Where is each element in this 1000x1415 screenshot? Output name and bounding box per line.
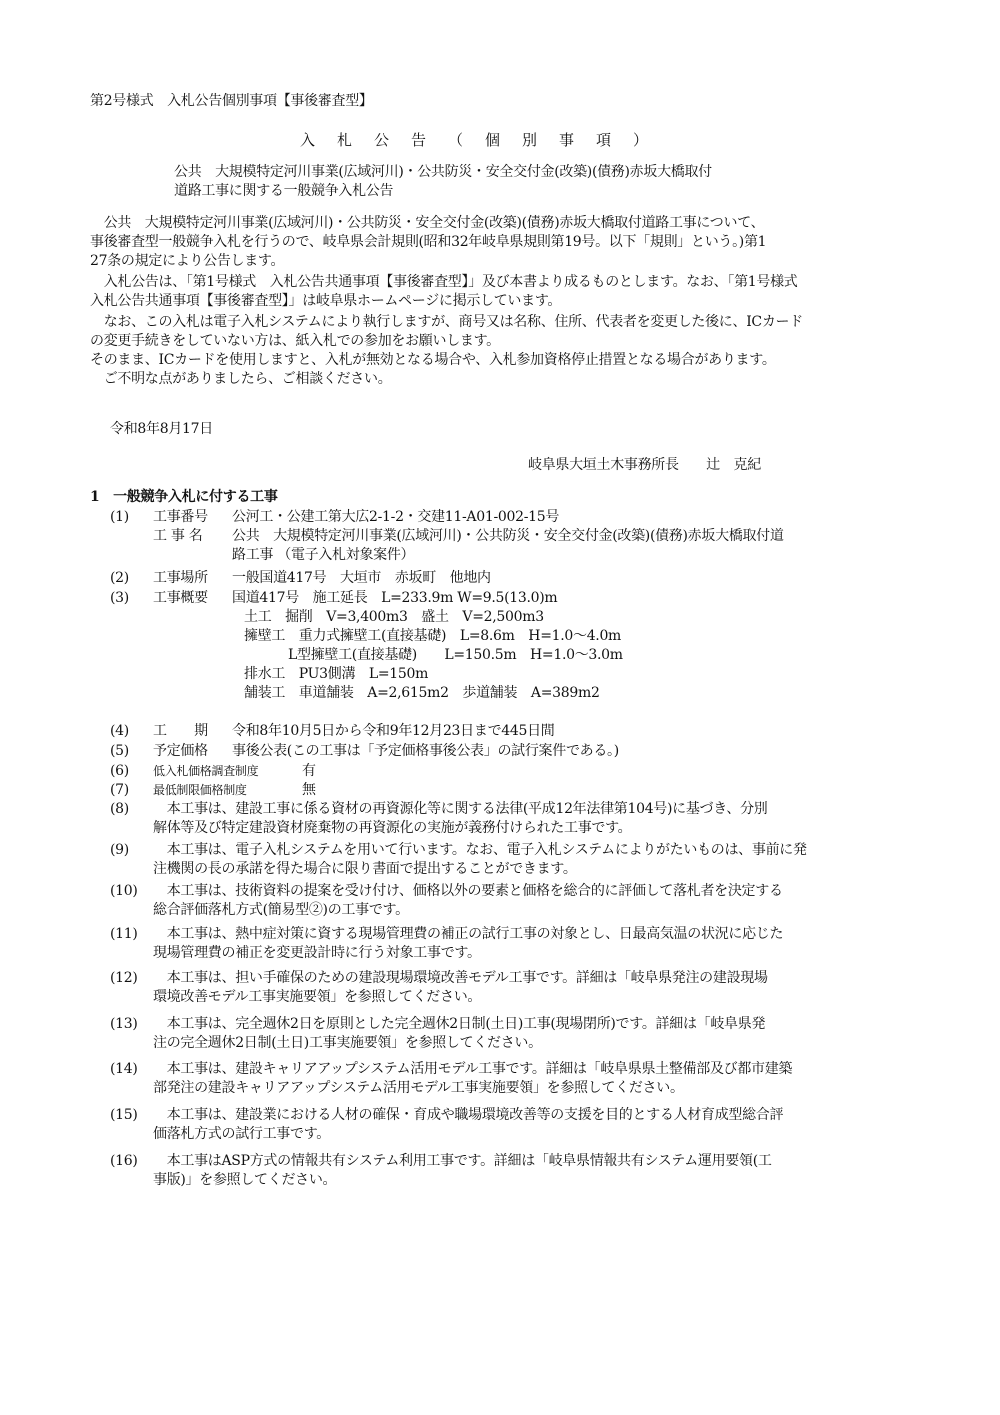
item-number: (8) bbox=[110, 801, 129, 817]
item-value: 公共 大規模特定河川事業(広域河川)・公共防災・安全交付金(改築)(債務)赤坂大橋取付道 bbox=[232, 528, 784, 544]
intro-line: の変更手続きをしていない方は、紙入札での参加をお願いします。 bbox=[90, 333, 500, 349]
item-text: 注機関の長の承諾を得た場合に限り書面で提出することができます。 bbox=[153, 861, 577, 877]
page-title: 入札公告（個別事項） bbox=[300, 131, 671, 149]
intro-line: ご不明な点がありましたら、ご相談ください。 bbox=[90, 371, 392, 387]
intro-line: なお、この入札は電子入札システムにより執行しますが、商号又は名称、住所、代表者を変更した後に、ICカード bbox=[90, 314, 803, 330]
intro-line: 27条の規定により公告します。 bbox=[90, 253, 285, 269]
item-value: L型擁壁工(直接基礎) L=150.5m H=1.0～3.0m bbox=[288, 647, 623, 663]
item-number: (13) bbox=[110, 1016, 138, 1032]
subject-line-1: 公共 大規模特定河川事業(広域河川)・公共防災・安全交付金(改築)(債務)赤坂大橋取付 bbox=[174, 164, 712, 180]
item-label: 工事番号 bbox=[153, 509, 208, 525]
item-value: 排水工 PU3側溝 L=150m bbox=[244, 666, 429, 682]
item-number: (12) bbox=[110, 970, 138, 986]
section-heading: 1 一般競争入札に付する工事 bbox=[90, 489, 278, 505]
form-label: 第2号様式 入札公告個別事項【事後審査型】 bbox=[90, 93, 373, 109]
item-number: (10) bbox=[110, 883, 138, 899]
item-label: 低入札価格調査制度 bbox=[153, 764, 259, 778]
item-label: 最低制限価格制度 bbox=[153, 783, 247, 797]
item-text: 本工事は、建設工事に係る資材の再資源化等に関する法律(平成12年法律第104号)に基づき、分別 bbox=[153, 801, 768, 817]
item-label: 工事場所 bbox=[153, 570, 208, 586]
intro-line: 入札公告は、「第1号様式 入札公告共通事項【事後審査型】」及び本書より成るものとします。なお、「第1号様式 bbox=[90, 274, 798, 290]
item-value: 事後公表(この工事は「予定価格事後公表」の試行案件である。) bbox=[232, 743, 619, 759]
item-text: 本工事は、熱中症対策に資する現場管理費の補正の試行工事の対象とし、日最高気温の状況に応じた bbox=[153, 926, 784, 942]
item-number: (15) bbox=[110, 1107, 138, 1123]
item-value: 一般国道417号 大垣市 赤坂町 他地内 bbox=[232, 570, 491, 586]
item-value: 無 bbox=[302, 782, 316, 798]
item-value: 国道417号 施工延長 L=233.9m W=9.5(13.0)m bbox=[232, 590, 558, 606]
item-text: 本工事はASP方式の情報共有システム利用工事です。詳細は「岐阜県情報共有システム運用要領(工 bbox=[153, 1153, 772, 1169]
item-number: (16) bbox=[110, 1153, 138, 1169]
item-value: 擁壁工 重力式擁壁工(直接基礎) L=8.6m H=1.0～4.0m bbox=[244, 628, 622, 644]
item-value: 舗装工 車道舗装 A=2,615m2 歩道舗装 A=389m2 bbox=[244, 685, 600, 701]
item-value: 公河工・公建工第大広2-1-2・交建11-A01-002-15号 bbox=[232, 509, 560, 525]
intro-line: 事後審査型一般競争入札を行うので、岐阜県会計規則(昭和32年岐阜県規則第19号。以下「規則」という。)第1 bbox=[90, 234, 767, 250]
item-number: (4) bbox=[110, 723, 129, 739]
item-text: 本工事は、完全週休2日を原則とした完全週休2日制(土日)工事(現場閉所)です。詳細は「岐阜県発 bbox=[153, 1016, 766, 1032]
item-number: (5) bbox=[110, 743, 129, 759]
item-text: 本工事は、建設キャリアアップシステム活用モデル工事です。詳細は「岐阜県県土整備部及び都市建築 bbox=[153, 1061, 793, 1077]
item-text: 総合評価落札方式(簡易型②)の工事です。 bbox=[153, 902, 409, 918]
item-number: (9) bbox=[110, 842, 129, 858]
item-text: 価落札方式の試行工事です。 bbox=[153, 1126, 330, 1142]
item-text: 解体等及び特定建設資材廃棄物の再資源化の実施が義務付けられた工事です。 bbox=[153, 820, 632, 836]
item-number: (7) bbox=[110, 782, 129, 798]
item-text: 現場管理費の補正を変更設計時に行う対象工事です。 bbox=[153, 945, 481, 961]
item-label: 予定価格 bbox=[153, 743, 208, 759]
item-value: 有 bbox=[302, 763, 316, 779]
item-text: 注の完全週休2日制(土日)工事実施要領」を参照してください。 bbox=[153, 1035, 542, 1051]
item-text: 事版)」を参照してください。 bbox=[153, 1172, 337, 1188]
intro-line: 入札公告共通事項【事後審査型】」は岐阜県ホームページに掲示しています。 bbox=[90, 293, 562, 309]
item-text: 本工事は、電子入札システムを用いて行います。なお、電子入札システムによりがたいものは、事前に発 bbox=[153, 842, 807, 858]
item-value: 路工事 （電子入札対象案件） bbox=[232, 547, 415, 563]
item-text: 部発注の建設キャリアアップシステム活用モデル工事実施要領」を参照してください。 bbox=[153, 1080, 684, 1096]
issue-date: 令和8年8月17日 bbox=[110, 421, 213, 437]
item-value: 令和8年10月5日から令和9年12月23日まで445日間 bbox=[232, 723, 555, 739]
item-number: (14) bbox=[110, 1061, 138, 1077]
item-text: 本工事は、技術資料の提案を受け付け、価格以外の要素と価格を総合的に評価して落札者を決定する bbox=[153, 883, 783, 899]
item-number: (11) bbox=[110, 926, 138, 942]
subject-line-2: 道路工事に関する一般競争入札公告 bbox=[174, 183, 394, 199]
item-label: 工 期 bbox=[153, 723, 208, 739]
item-number: (6) bbox=[110, 763, 129, 779]
intro-line: 公共 大規模特定河川事業(広域河川)・公共防災・安全交付金(改築)(債務)赤坂大橋取付道路工事について、 bbox=[90, 215, 765, 231]
item-number: (1) bbox=[110, 509, 129, 525]
item-text: 本工事は、建設業における人材の確保・育成や職場環境改善等の支援を目的とする人材育成型総合評 bbox=[153, 1107, 784, 1123]
item-number: (2) bbox=[110, 570, 129, 586]
issuer: 岐阜県大垣土木事務所長 辻 克紀 bbox=[528, 457, 761, 473]
item-number: (3) bbox=[110, 590, 129, 606]
item-text: 環境改善モデル工事実施要領」を参照してください。 bbox=[153, 989, 482, 1005]
item-label: 工 事 名 bbox=[153, 528, 203, 544]
intro-line: そのまま、ICカードを使用しますと、入札が無効となる場合や、入札参加資格停止措置となる場合があります。 bbox=[90, 352, 776, 368]
item-value: 土工 掘削 V=3,400m3 盛土 V=2,500m3 bbox=[244, 609, 544, 625]
item-label: 工事概要 bbox=[153, 590, 208, 606]
item-text: 本工事は、担い手確保のための建設現場環境改善モデル工事です。詳細は「岐阜県発注の建設現場 bbox=[153, 970, 768, 986]
